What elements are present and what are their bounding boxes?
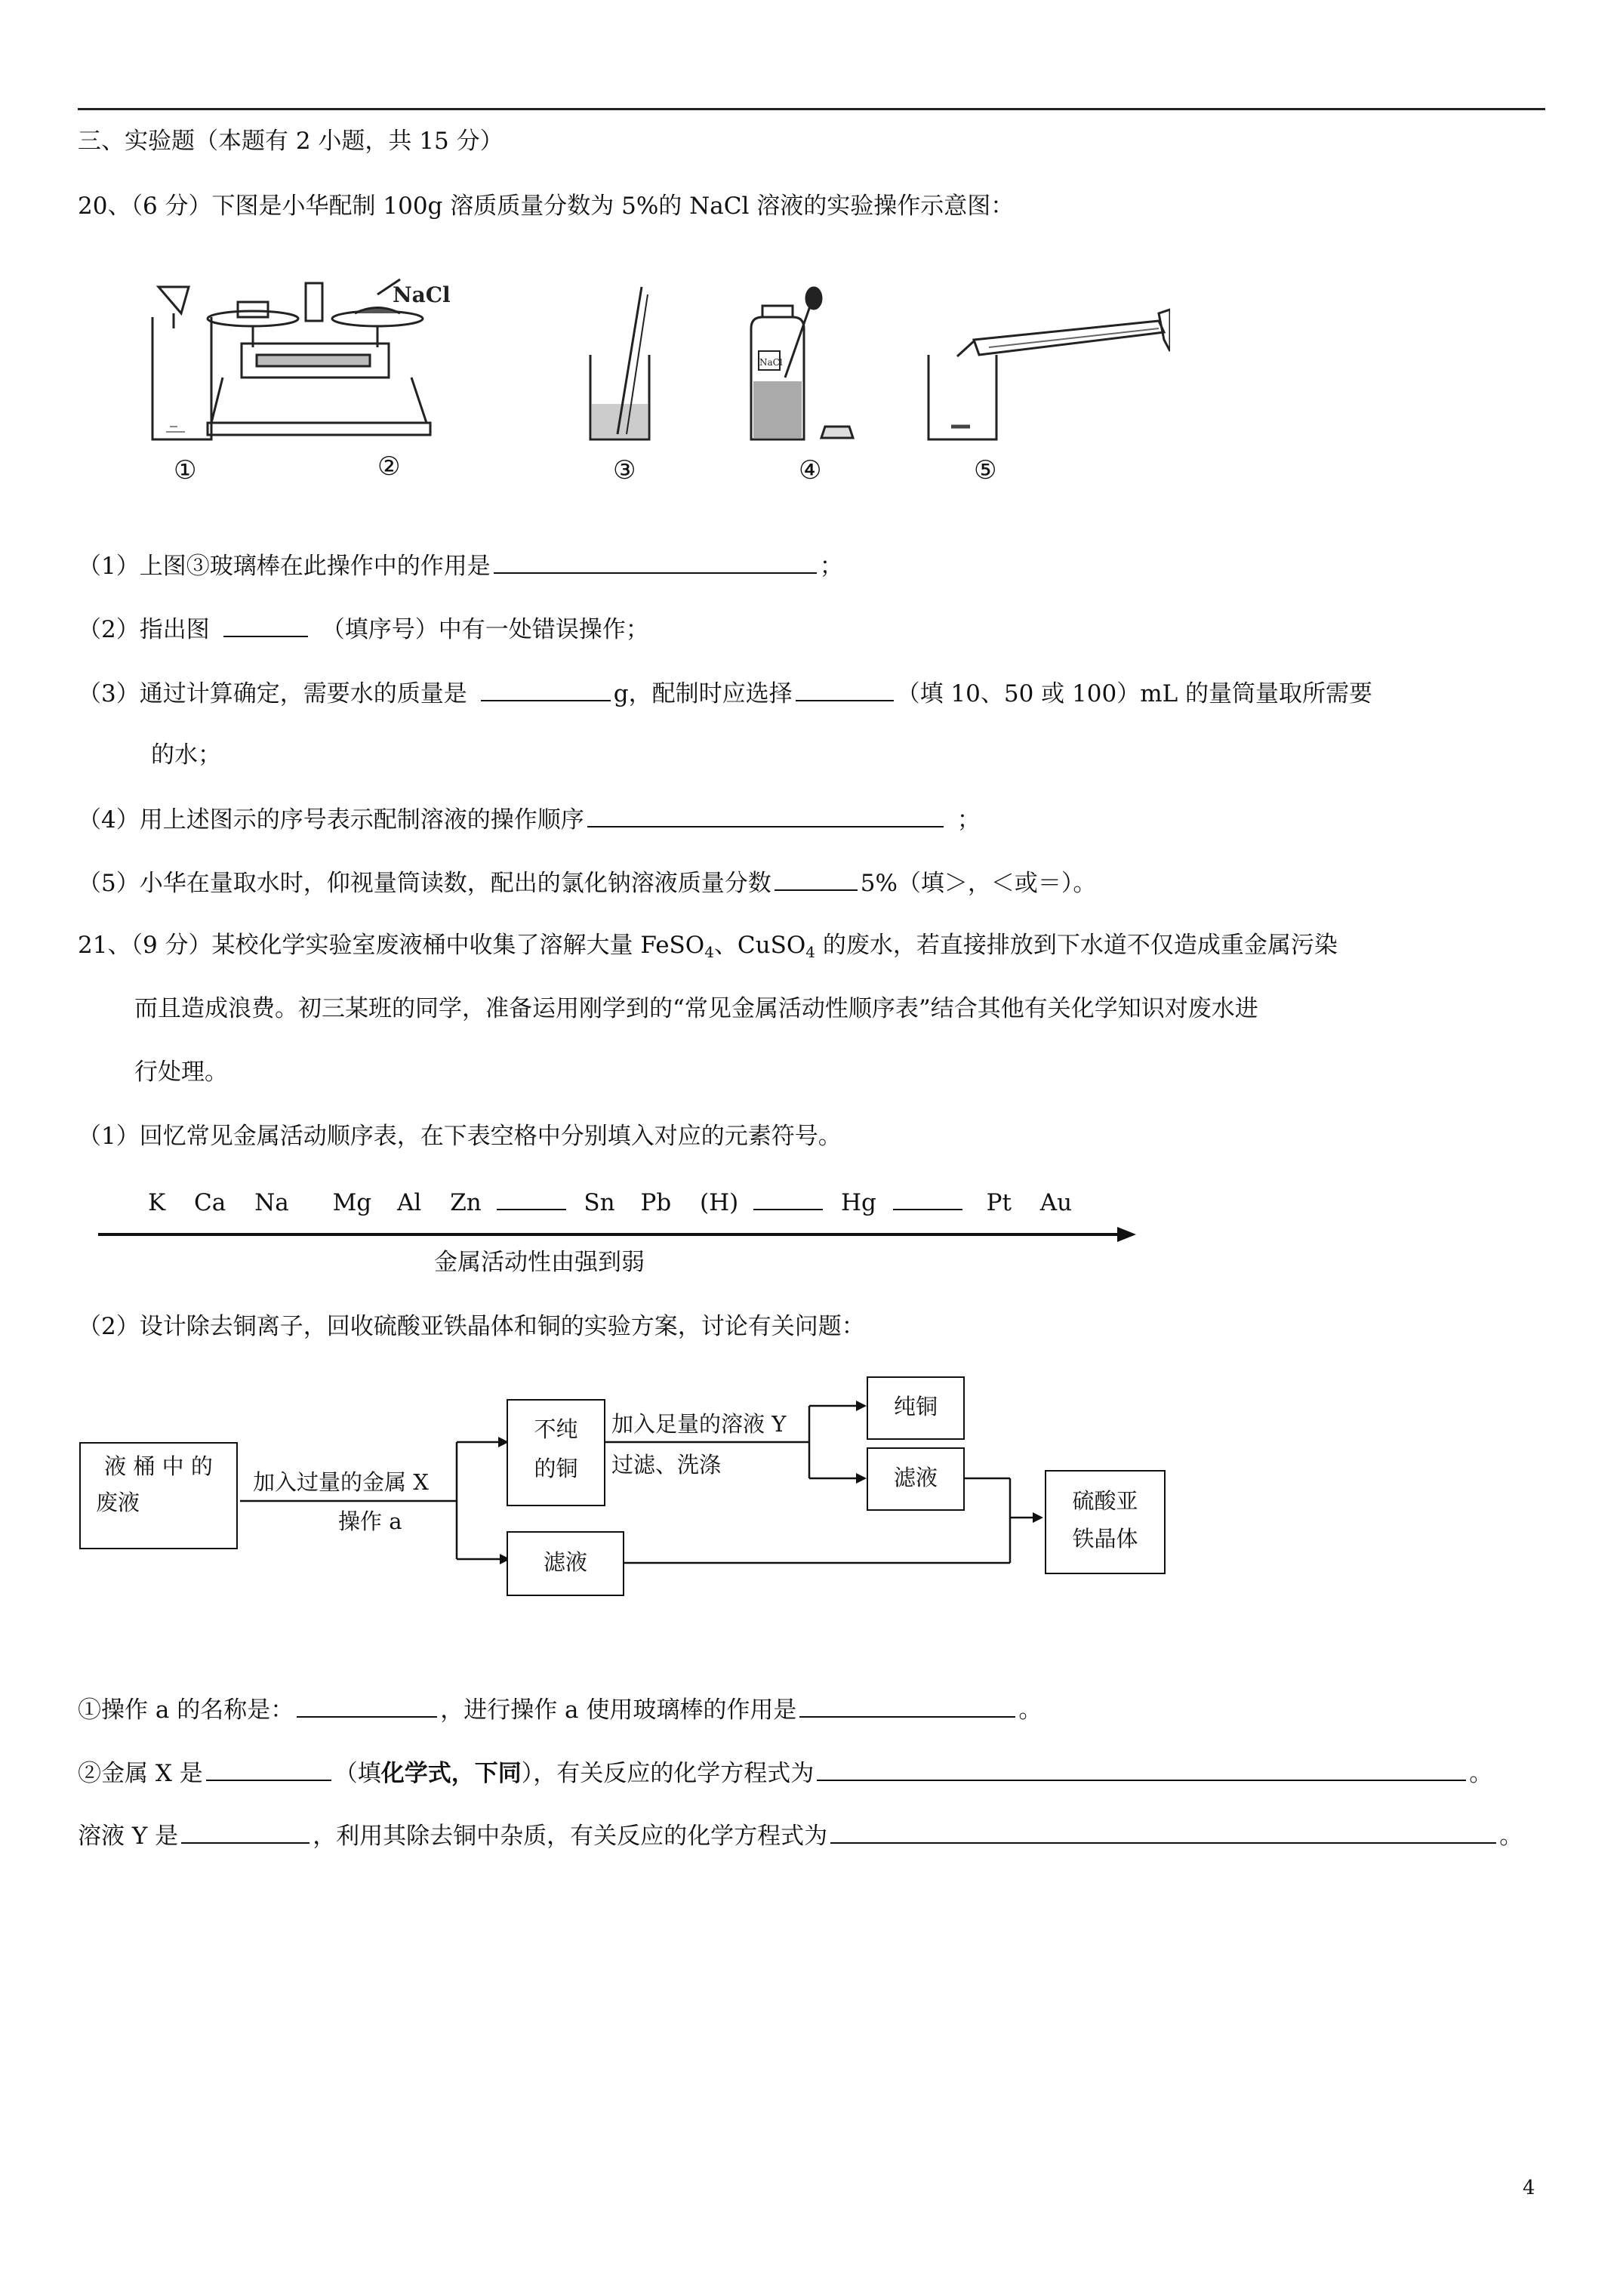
answer-blank[interactable] <box>223 613 308 637</box>
answer-blank[interactable] <box>753 1186 823 1210</box>
nacl-label-balance: NaCl <box>393 282 451 307</box>
impure-copper-box <box>507 1399 605 1506</box>
q21-sub2: 4 <box>805 943 815 961</box>
q20-p2-end: （填序号）中有一处错误操作； <box>321 616 649 643</box>
q21-part-1: （1）回忆常见金属活动顺序表，在下表空格中分别填入对应的元素符号。 <box>78 1123 842 1150</box>
q20-p3-text: （3）通过计算确定，需要水的质量是 <box>78 680 467 707</box>
q20-part-5 <box>78 867 1096 898</box>
activity-arrow-caption: 金属活动性由强到弱 <box>434 1249 645 1276</box>
q21-part-2: （2）设计除去铜离子，回收硫酸亚铁晶体和铜的实验方案，讨论有关问题： <box>78 1313 865 1340</box>
q20-p1-text: （1）上图③玻璃棒在此操作中的作用是 <box>78 553 491 580</box>
filtrate-box-1: 滤液 <box>867 1447 965 1511</box>
figure-number-2: ② <box>377 451 401 482</box>
element-pb: Pb <box>640 1189 672 1216</box>
q20-part-2 <box>78 613 649 645</box>
element-hg: Hg <box>841 1189 876 1216</box>
waste-liquid-box <box>79 1442 238 1549</box>
section-title: 三、实验题（本题有 2 小题，共 15 分） <box>78 128 504 155</box>
element-au: Au <box>1039 1189 1073 1216</box>
q21-q1-text: ①操作 a 的名称是： <box>78 1697 294 1724</box>
figure-number-3: ③ <box>613 455 636 485</box>
q21-question-3 <box>78 1820 1523 1851</box>
q21-stem-b: 、CuSO <box>713 932 806 959</box>
element-sn: Sn <box>584 1189 615 1216</box>
q21-q1-mid: ，进行操作 a 使用玻璃棒的作用是 <box>440 1697 797 1724</box>
answer-blank[interactable] <box>181 1820 310 1844</box>
q21-q3-mid: ，利用其除去铜中杂质，有关反应的化学方程式为 <box>313 1823 828 1850</box>
answer-blank[interactable] <box>799 1693 1015 1718</box>
q20-stem: 20、（6 分）下图是小华配制 100g 溶质质量分数为 5%的 NaCl 溶液的实验操作示意图： <box>78 193 1015 220</box>
top-rule <box>78 108 1545 110</box>
q20-p5-text: （5）小华在量取水时，仰视量筒读数，配出的氯化钠溶液质量分数 <box>78 870 771 897</box>
q21-q2-end: 。 <box>1469 1760 1493 1787</box>
answer-blank[interactable] <box>775 867 858 891</box>
q21-question-2 <box>78 1757 1492 1789</box>
element-al: Al <box>397 1189 422 1216</box>
q21-q1-end: 。 <box>1018 1697 1042 1724</box>
impure-label-b: 的铜 <box>534 1456 578 1481</box>
q20-apparatus-figure <box>143 272 1170 498</box>
q21-stem-line1 <box>78 930 1338 967</box>
q20-part-3 <box>78 677 1372 709</box>
ferrous-sulfate-crystal-box <box>1045 1470 1166 1574</box>
q20-p3-rest: （填 10、50 或 100）mL 的量筒量取所需要 <box>896 680 1373 707</box>
beaker-3-icon <box>590 287 649 439</box>
element-zn: Zn <box>450 1189 482 1216</box>
answer-blank[interactable] <box>893 1186 962 1210</box>
page-number: 4 <box>1523 2177 1535 2199</box>
element-k: K <box>148 1189 166 1216</box>
step1-operation: 操作 a <box>338 1509 402 1534</box>
answer-blank[interactable] <box>494 550 817 574</box>
q21-q2-bold: 化学式，下同 <box>380 1760 522 1787</box>
q20-p4-text: （4）用上述图示的序号表示配制溶液的操作顺序 <box>78 806 584 834</box>
nacl-label-jar: NaCl <box>759 357 783 368</box>
answer-blank[interactable] <box>297 1693 437 1718</box>
q21-sub1: 4 <box>704 943 714 961</box>
q20-part-3-cont: 的水； <box>151 741 221 769</box>
q21-question-1 <box>78 1693 1042 1725</box>
figure-number-1: ① <box>174 455 197 485</box>
element-pt: Pt <box>986 1189 1012 1216</box>
element-mg: Mg <box>332 1189 372 1216</box>
q21-stem-a: 21、（9 分）某校化学实验室废液桶中收集了溶解大量 FeSO <box>78 932 705 959</box>
q20-p1-end: ； <box>819 553 843 580</box>
q20-p2-text: （2）指出图 <box>78 616 210 643</box>
answer-blank[interactable] <box>817 1757 1466 1781</box>
metal-activity-series <box>148 1186 1072 1218</box>
answer-blank[interactable] <box>497 1186 566 1210</box>
step2-operation: 过滤、洗涤 <box>611 1452 722 1478</box>
element-ca: Ca <box>194 1189 226 1216</box>
step2-label: 加入足量的溶液 Y <box>611 1411 787 1437</box>
q20-p5-end: 5%（填＞，＜或＝）。 <box>860 870 1097 897</box>
beaker-5-icon <box>929 310 1170 439</box>
q21-stem-line2: 而且造成浪费。初三某班的同学，准备运用刚学到的“常见金属活动性顺序表”结合其他有关化学知识对废水进 <box>134 995 1258 1022</box>
pure-copper-box: 纯铜 <box>867 1376 965 1440</box>
q20-p4-end: ； <box>956 806 981 834</box>
q21-q3-end: 。 <box>1499 1823 1523 1850</box>
answer-blank[interactable] <box>481 677 611 701</box>
apparatus-drawings <box>143 272 1170 498</box>
waste-label-a: 液 桶 中 的 <box>104 1453 213 1479</box>
q21-q3-text: 溶液 Y 是 <box>78 1823 179 1850</box>
element-na: Na <box>254 1189 289 1216</box>
q20-p3-mid: g，配制时应选择 <box>613 680 793 707</box>
answer-blank[interactable] <box>587 803 944 827</box>
crystal-label-a: 硫酸亚 <box>1072 1488 1138 1514</box>
crystal-label-b: 铁晶体 <box>1072 1526 1138 1552</box>
q21-q2-fill: （填 <box>334 1760 381 1787</box>
answer-blank[interactable] <box>830 1820 1496 1844</box>
step1-label: 加入过量的金属 X <box>253 1469 429 1495</box>
filtrate-box-2: 滤液 <box>507 1531 624 1596</box>
waste-label-b: 废液 <box>96 1490 140 1515</box>
q21-q2-text: ②金属 X 是 <box>78 1760 203 1787</box>
answer-blank[interactable] <box>796 677 894 701</box>
figure-number-5: ⑤ <box>974 455 997 485</box>
beaker-1-icon <box>152 287 211 439</box>
q21-q2-rest: ），有关反应的化学方程式为 <box>521 1760 815 1787</box>
q20-part-4 <box>78 803 981 835</box>
flowchart-connectors <box>75 1367 1178 1593</box>
q21-stem-line3: 行处理。 <box>134 1059 228 1086</box>
q21-stem-c: 的废水，若直接排放到下水道不仅造成重金属污染 <box>815 932 1338 959</box>
figure-number-4: ④ <box>799 455 822 485</box>
element-h: (H) <box>700 1189 739 1216</box>
answer-blank[interactable] <box>206 1757 331 1781</box>
activity-arrow <box>98 1223 1140 1246</box>
q20-part-1 <box>78 550 843 581</box>
impure-label-a: 不纯 <box>534 1416 578 1442</box>
